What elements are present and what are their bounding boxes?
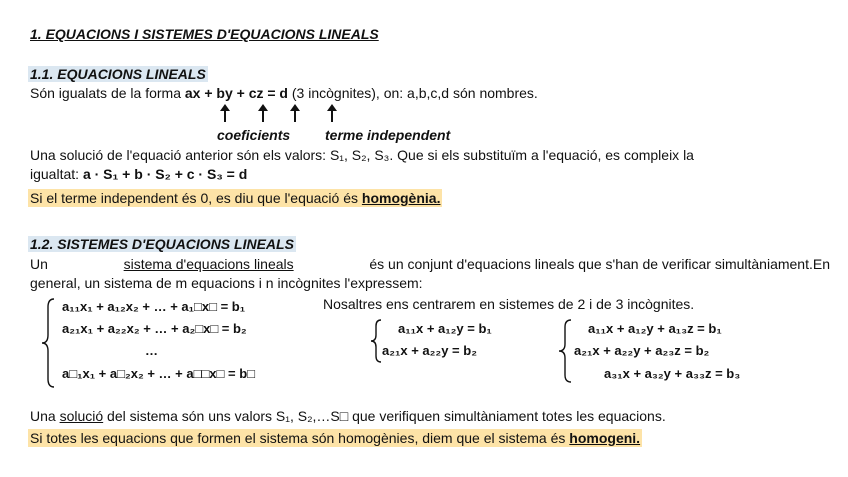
sys3-eq-1: a₁₁x + a₁₂y + a₁₃z = b₁ xyxy=(588,321,722,336)
solution-text: Una solució de l'equació anterior són els valors: S₁, S₂, S₃. Que si els substituïm a l'equació, es compleix la xyxy=(30,147,694,163)
label-independent-term: terme independent xyxy=(325,127,451,143)
sys-sol-term: solució xyxy=(59,408,104,424)
homog-sys-text: Si totes les equacions que formen el sistema són homogènies, diem que el sistema és xyxy=(30,430,570,446)
sys-sol-post: del sistema són uns valors S₁, S₂,…S□ que verifiquen simultàniament totes les equacions. xyxy=(103,408,666,424)
sys3-eq-2: a₂₁x + a₂₂y + a₂₃z = b₂ xyxy=(574,343,710,358)
general-eq-2: a₂₁x₁ + a₂₂x₂ + … + a₂□x□ = b₂ xyxy=(62,321,247,336)
brace-general-icon xyxy=(40,297,58,389)
linear-equation-definition xyxy=(30,85,538,102)
homogeneous-equation-note xyxy=(28,190,442,207)
solution-equality-label: igualtat: xyxy=(30,166,83,182)
homog-sys-term: homogeni. xyxy=(569,430,641,446)
document-title: 1. EQUACIONS I SISTEMES D'EQUACIONS LINEALS xyxy=(30,26,379,42)
section-1-1-heading: 1.1. EQUACIONS LINEALS xyxy=(30,66,206,82)
section-1-1-heading-wrap xyxy=(28,66,208,83)
homog-eq-text: Si el terme independent és 0, es diu que l'equació és xyxy=(30,190,362,206)
general-eq-ellipsis: … xyxy=(145,343,158,358)
brace-3x3-icon xyxy=(558,318,574,384)
solution-line-2 xyxy=(30,166,247,183)
system-solution-line xyxy=(30,408,666,425)
homogeneous-system-note xyxy=(28,430,642,447)
general-eq-1: a₁₁x₁ + a₁₂x₂ + … + a₁□x□ = b₁ xyxy=(62,299,246,314)
def-un: Un xyxy=(30,256,48,272)
system-definition-line-1 xyxy=(30,256,830,273)
definition-text-post: (3 incògnites), on: a,b,c,d són nombres. xyxy=(288,85,538,101)
sys-sol-pre: Una xyxy=(30,408,60,424)
system-definition-line-2: general, un sistema de m equacions i n incògnites l'expressem: xyxy=(30,275,423,291)
section-1-2-heading-wrap xyxy=(28,236,296,253)
sys2-eq-1: a₁₁x + a₁₂y = b₁ xyxy=(398,321,492,336)
system-term: sistema d'equacions lineals xyxy=(123,256,294,272)
focus-note: Nosaltres ens centrarem en sistemes de 2 i de 3 incògnites. xyxy=(323,296,695,312)
solution-equality: a · S₁ + b · S₂ + c · S₃ = d xyxy=(82,166,248,182)
sys2-eq-2: a₂₁x + a₂₂y = b₂ xyxy=(382,343,477,358)
label-coefficients: coeficients xyxy=(217,127,291,143)
sys3-eq-3: a₃₁x + a₃₂y + a₃₃z = b₃ xyxy=(604,366,741,381)
definition-text-pre: Són igualats de la forma xyxy=(30,85,185,101)
general-linear-equation: ax + by + cz = d xyxy=(184,85,288,101)
def-rest: és un conjunt d'equacions lineals que s'han de verificar simultàniament.En xyxy=(369,256,830,272)
section-1-2-heading: 1.2. SISTEMES D'EQUACIONS LINEALS xyxy=(30,236,294,252)
solution-line-1 xyxy=(30,147,830,164)
general-eq-m: a□₁x₁ + a□₂x₂ + … + a□□x□ = b□ xyxy=(62,366,256,381)
homog-eq-term: homogènia. xyxy=(361,190,441,206)
